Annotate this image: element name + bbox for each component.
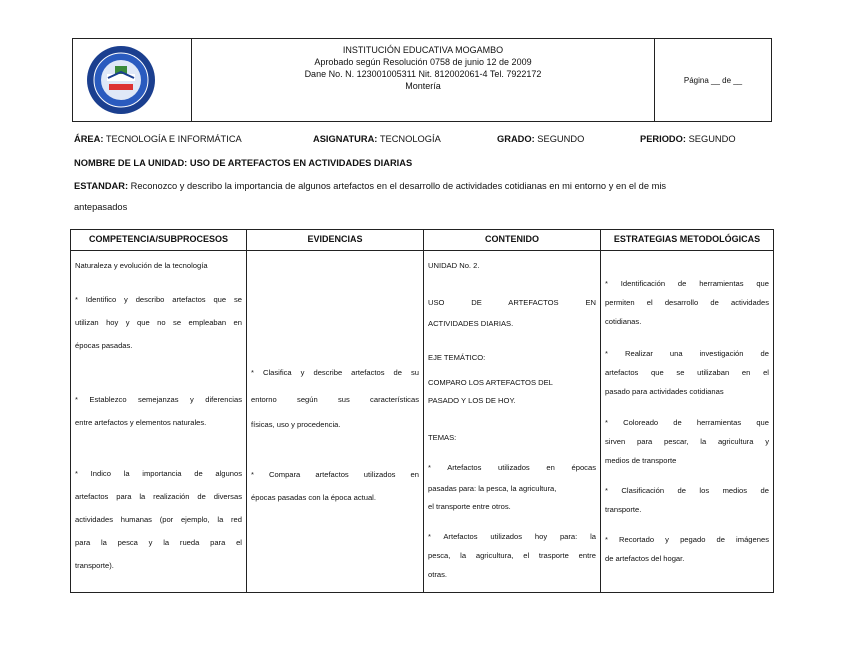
estrategia-line: * Recortado y pegado de imágenes <box>605 535 769 544</box>
header-table <box>72 38 772 122</box>
estrategia-line: permiten el desarrollo de actividades <box>605 298 769 307</box>
evidencia-line: físicas, uso y procedencia. <box>251 420 341 429</box>
contenido-line: USO DE ARTEFACTOS EN <box>428 298 596 307</box>
competencia-line: artefactos para la realización de diversas <box>75 492 242 501</box>
contenido-column <box>424 230 601 592</box>
competencia-line: * Establezco semejanzas y diferencias <box>75 395 242 404</box>
competencia-line: Naturaleza y evolución de la tecnología <box>75 261 208 270</box>
area-line <box>74 134 242 144</box>
competencia-line: transporte). <box>75 561 114 570</box>
page-number-cell <box>654 39 771 121</box>
competencia-line: entre artefactos y elementos naturales. <box>75 418 207 427</box>
area-label: ÁREA: <box>74 134 104 144</box>
estrategias-header: ESTRATEGIAS METODOLÓGICAS <box>601 230 773 251</box>
standard-label: ESTANDAR: <box>74 181 129 191</box>
contenido-line: EJE TEMÁTICO: <box>428 353 486 362</box>
city-text: Montería <box>405 81 441 91</box>
unit-line <box>74 158 412 168</box>
unit-value: USO DE ARTEFACTOS EN ACTIVIDADES DIARIAS <box>189 158 413 168</box>
logo-cell <box>73 39 192 121</box>
contenido-line: UNIDAD No. 2. <box>428 261 480 270</box>
evidencia-line: * Compara artefactos utilizados en <box>251 470 419 479</box>
estrategia-line: sirven para pescar, la agricultura y <box>605 437 769 446</box>
subject-line <box>313 134 441 144</box>
estrategia-line: * Realizar una investigación de <box>605 349 769 358</box>
competencia-line: * Indico la importancia de algunos <box>75 469 242 478</box>
subject-value: TECNOLOGÍA <box>379 134 441 144</box>
competencia-header: COMPETENCIA/SUBPROCESOS <box>71 230 246 251</box>
institution-info <box>192 39 654 123</box>
contenido-line: * Artefactos utilizados en épocas <box>428 463 596 472</box>
contenido-line: * Artefactos utilizados hoy para: la <box>428 532 596 541</box>
dane-text: Dane No. N. 123001005311 Nit. 812002061-4 Tel. 7922172 <box>304 69 542 79</box>
contenido-line: pasadas para: la pesca, la agricultura, <box>428 484 557 493</box>
standard-text: Reconozco y describo la importancia de algunos artefactos en el desarrollo de actividades cotidianas en mi entorno y en el de mis <box>130 181 667 191</box>
period-line <box>640 134 736 144</box>
unit-label: NOMBRE DE LA UNIDAD: <box>74 158 188 168</box>
estrategia-line: transporte. <box>605 505 642 514</box>
grade-line <box>497 134 584 144</box>
estrategia-line: * Identificación de herramientas que <box>605 279 769 288</box>
estrategia-line: cotidianas. <box>605 317 642 326</box>
institution-seal-icon <box>85 44 157 116</box>
contenido-line: otras. <box>428 570 447 579</box>
contenido-line: pesca, la agricultura, el trasporte entre <box>428 551 596 560</box>
competencia-line: actividades humanas (por ejemplo, la red <box>75 515 242 524</box>
evidencia-line: entorno según sus características <box>251 395 419 404</box>
grade-value: SEGUNDO <box>537 134 585 144</box>
estrategias-column <box>601 230 773 592</box>
grade-label: GRADO: <box>497 134 535 144</box>
contenido-line: TEMAS: <box>428 433 457 442</box>
estrategia-line: artefactos que se utilizaban en el <box>605 368 769 377</box>
period-label: PERIODO: <box>640 134 686 144</box>
standard-line-2 <box>74 202 127 212</box>
subject-label: ASIGNATURA: <box>313 134 378 144</box>
estrategia-line: * Coloreado de herramientas que <box>605 418 769 427</box>
institution-name: INSTITUCIÓN EDUCATIVA MOGAMBO <box>342 45 504 55</box>
evidencias-column <box>247 230 424 592</box>
evidencia-line: épocas pasadas con la época actual. <box>251 493 376 502</box>
approval-text: Aprobado según Resolución 0758 de junio 12 de 2009 <box>314 57 532 67</box>
area-value: TECNOLOGÍA E INFORMÁTICA <box>105 134 242 144</box>
contenido-line: PASADO Y LOS DE HOY. <box>428 396 516 405</box>
competencia-column <box>71 230 247 592</box>
competencia-line: * Identifico y describo artefactos que se <box>75 295 242 304</box>
standard-text-2: antepasados <box>74 202 128 212</box>
estrategia-line: de artefactos del hogar. <box>605 554 685 563</box>
competencia-line: épocas pasadas. <box>75 341 133 350</box>
contenido-line: COMPARO LOS ARTEFACTOS DEL <box>428 378 553 387</box>
competencia-line: utilizan hoy y que no se empleaban en <box>75 318 242 327</box>
estrategia-line: pasado para actividades cotidianas <box>605 387 724 396</box>
contenido-header: CONTENIDO <box>424 230 600 251</box>
evidencia-line: * Clasifica y describe artefactos de su <box>251 368 419 377</box>
page-number-label: Página __ de __ <box>683 75 743 85</box>
estrategia-line: medios de transporte <box>605 456 677 465</box>
contenido-line: el transporte entre otros. <box>428 502 511 511</box>
period-value: SEGUNDO <box>688 134 736 144</box>
estrategia-line: * Clasificación de los medios de <box>605 486 769 495</box>
contenido-line: ACTIVIDADES DIARIAS. <box>428 319 514 328</box>
content-table <box>70 229 774 593</box>
evidencias-header: EVIDENCIAS <box>247 230 423 251</box>
competencia-line: para la pesca y la rueda para el <box>75 538 242 547</box>
standard-line <box>74 181 666 191</box>
